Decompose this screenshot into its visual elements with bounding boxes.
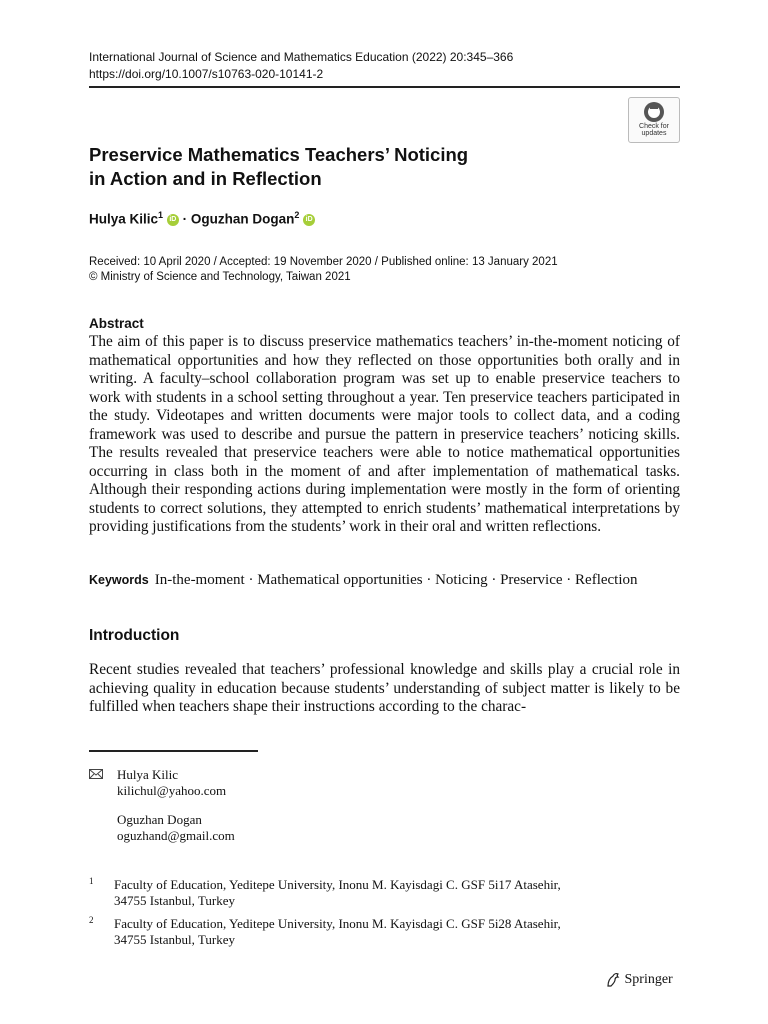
introduction-text: Recent studies revealed that teachers’ professional knowledge and skills play a crucial role in achieving quality in education because students’ understanding of subject matter is likely to be fulfilled when teachers shape their instructions according to the charac- [89, 661, 680, 715]
springer-horse-icon [605, 972, 621, 988]
affiliation-line2: 34755 Istanbul, Turkey [114, 932, 235, 947]
publication-dates [89, 255, 558, 285]
journal-citation: International Journal of Science and Mathematics Education (2022) 20:345–366 [89, 50, 514, 64]
keywords-label: Keywords [89, 573, 149, 587]
introduction-heading: Introduction [89, 627, 180, 644]
crossmark-icon [643, 101, 665, 123]
keywords-list: In-the-moment · Mathematical opportunities · Noticing · Preservice · Reflection [154, 572, 638, 588]
affiliation-line2: 34755 Istanbul, Turkey [114, 893, 235, 908]
affiliation-line1: Faculty of Education, Yeditepe University, Inonu M. Kayisdagi C. GSF 5i28 Atasehir, [114, 916, 561, 931]
abstract-heading: Abstract [89, 316, 144, 331]
author-affiliation-number: 2 [294, 210, 300, 220]
abstract-text: The aim of this paper is to discuss preservice mathematics teachers’ in-the-moment noticing of mathematical opportunities and how they reflected on those opportunities both orally and in writing. A faculty–school collaboration program was set up to enable preservice teachers to work with students in a school setting throughout a year. Ten preservice teachers participated in the study. Videotapes and written documents were major tools to collect data, and a coding framework was used to describe and pursue the pattern in preservice teachers’ noticing skills. The results revealed that preservice teachers were able to notice mathematical opportunities occurring in class both in the moment of and after implementation of mathematical tasks. Although their responding actions during implementation were mostly in the form of orienting students to correct solutions, they attempted to enrich students’ mathematical interpretations by providing justifications from the students’ work in their oral and written reflections. [89, 333, 680, 535]
footnote-rule [89, 750, 258, 752]
doi-link[interactable]: https://doi.org/10.1007/s10763-020-10141-2 [89, 67, 324, 81]
contact-email[interactable]: oguzhand@gmail.com [117, 828, 235, 843]
badge-line1: Check for [639, 123, 669, 130]
publisher-name: Springer [624, 972, 673, 987]
contact-name: Hulya Kilic [117, 767, 179, 782]
check-for-updates-badge[interactable] [628, 97, 680, 143]
contact-info [89, 767, 235, 844]
affiliation-number: 1 [89, 876, 94, 886]
copyright-line: © Ministry of Science and Technology, Taiwan 2021 [89, 271, 351, 283]
affiliation-1 [89, 877, 649, 909]
contact-email[interactable]: kilichul@yahoo.com [117, 783, 227, 798]
journal-header [89, 49, 513, 83]
author-name[interactable]: Oguzhan Dogan [190, 211, 295, 227]
author-name[interactable]: Hulya Kilic [89, 211, 159, 227]
title-line1: Preservice Mathematics Teachers’ Noticing [89, 144, 469, 165]
author-list [89, 210, 315, 227]
author-separator: · [182, 211, 188, 227]
paper-title [89, 143, 529, 191]
author-affiliation-number: 1 [158, 210, 164, 220]
title-line2: in Action and in Reflection [89, 168, 322, 189]
header-rule [89, 86, 680, 88]
orcid-icon[interactable]: iD [303, 214, 315, 226]
contact-name: Oguzhan Dogan [117, 812, 202, 827]
affiliation-number: 2 [89, 915, 94, 925]
orcid-icon[interactable]: iD [167, 214, 179, 226]
keywords [89, 572, 680, 589]
badge-line2: updates [641, 130, 667, 137]
publisher-logo [605, 972, 673, 988]
affiliation-line1: Faculty of Education, Yeditepe University, Inonu M. Kayisdagi C. GSF 5i17 Atasehir, [114, 877, 561, 892]
affiliation-2 [89, 916, 649, 948]
dates-line: Received: 10 April 2020 / Accepted: 19 November 2020 / Published online: 13 January 2021 [89, 256, 558, 268]
